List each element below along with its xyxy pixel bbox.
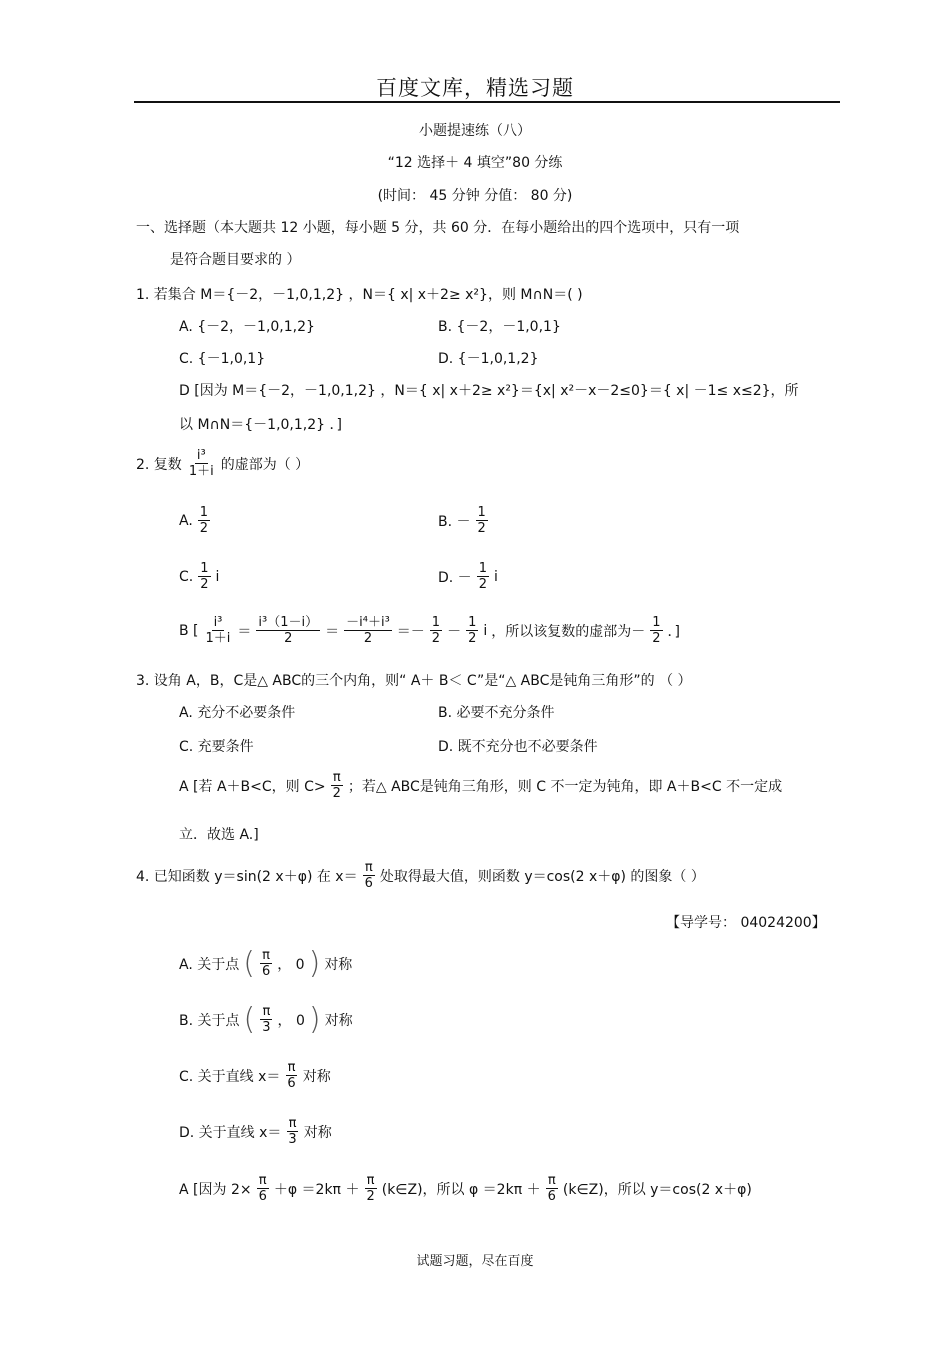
frac-den: 6 — [287, 1076, 296, 1091]
frac-num: π — [364, 860, 373, 875]
frac-den: 2 — [200, 577, 209, 592]
q2-option-d — [438, 561, 498, 592]
frac-den: 2 — [478, 577, 487, 592]
frac-den: 3 — [288, 1132, 297, 1147]
q3-answer-pre: A [若 A＋B<C，则 C> — [179, 778, 326, 795]
frac-num: －i⁴＋i³ — [346, 615, 390, 630]
q1-answer-line2: 以 M∩N＝{－1,0,1,2} ．] — [179, 417, 342, 433]
frac-num: i³ — [213, 615, 223, 630]
q2-answer-end: ．] — [667, 623, 680, 640]
q4-option-a-pre: A. 关于点 — [179, 956, 240, 973]
point-tail: ， 0 — [277, 956, 305, 973]
frac-den: 2 — [477, 521, 486, 536]
q2-option-a — [179, 505, 211, 536]
q4-answer-frac3 — [546, 1173, 558, 1204]
q2-option-c-label: C. — [179, 568, 194, 585]
paper-subtitle: “12 选择＋ 4 填空”80 分练 — [387, 155, 563, 171]
q1-stem: 1. 若集合 M＝{－2，－1,0,1,2} ，N＝{ x| x＋2≥ x²}，则 M∩N＝( ) — [136, 287, 583, 303]
frac-num: π — [258, 1173, 267, 1188]
frac-den: 2 — [284, 631, 293, 646]
frac-num: 1 — [477, 505, 486, 520]
equals-sign: ＝ — [325, 623, 340, 640]
frac-num: π — [332, 770, 341, 785]
frac-den: 1＋i — [205, 631, 231, 646]
frac-num: π — [288, 1116, 297, 1131]
frac-num: π — [262, 1004, 271, 1019]
frac-num: i³（1－i） — [258, 615, 319, 630]
q2-answer — [179, 615, 680, 646]
q4-answer-mid3: (k∈Z)，所以 y＝cos(2 x＋φ) — [562, 1181, 752, 1198]
q2-option-d-frac — [477, 561, 489, 592]
equals-sign: ＝ — [237, 623, 252, 640]
q4-answer-mid1: ＋φ ＝2kπ ＋ — [273, 1181, 360, 1198]
symmetric-label: 对称 — [302, 1068, 331, 1085]
q3-option-b: B. 必要不充分条件 — [438, 705, 555, 721]
frac-num: π — [262, 948, 270, 963]
footer-text: 试题习题，尽在百度 — [416, 1254, 534, 1269]
right-paren: ) — [308, 1001, 321, 1037]
q3-stem: 3. 设角 A，B，C是△ ABC的三个内角，则“ A＋ B＜ C”是“△ ABC是钝角三角形”的 （ ） — [136, 673, 692, 689]
frac-den: 6 — [547, 1189, 556, 1204]
frac-num: 1 — [199, 505, 209, 520]
symmetric-label: 对称 — [324, 1012, 353, 1029]
symmetric-label: 对称 — [324, 956, 353, 973]
q1-option-c: C. {－1,0,1} — [179, 351, 266, 367]
q4-stem-post: 处取得最大值，则函数 y＝cos(2 x＋φ) 的图象（ ） — [379, 868, 705, 885]
q4-option-d — [179, 1116, 332, 1147]
q2-answer-frac3 — [344, 615, 392, 646]
frac-num: 1 — [468, 615, 477, 630]
q2-stem-tail: 的虚部为（ ） — [220, 456, 310, 473]
frac-num: 1 — [431, 615, 441, 630]
q2-frac-num: i³ — [196, 448, 206, 463]
frac-den: 2 — [468, 631, 477, 646]
q4-option-b — [179, 1001, 353, 1037]
q2-answer-frac6 — [650, 615, 662, 646]
q3-answer-frac — [331, 770, 343, 801]
frac-den: 2 — [199, 521, 209, 536]
frac-num: π — [366, 1173, 375, 1188]
q4-option-c — [179, 1060, 331, 1091]
time-info: (时间： 45 分钟 分值： 80 分) — [377, 188, 573, 204]
frac-den: 3 — [262, 1020, 271, 1035]
q4-answer — [179, 1173, 752, 1204]
frac-den: 6 — [261, 964, 271, 979]
left-paren: ( — [243, 945, 255, 981]
section-heading-line1: 一、选择题（本大题共 12 小题，每小题 5 分，共 60 分．在每小题给出的四个选项中，只有一项 — [136, 220, 740, 236]
q4-option-b-pre: B. 关于点 — [179, 1012, 240, 1029]
frac-num: 1 — [478, 561, 487, 576]
q4-option-a — [179, 945, 353, 981]
q3-answer-line1 — [179, 770, 782, 801]
q2-answer-frac5 — [466, 615, 478, 646]
q2-answer-tail: ，所以该复数的虚部为－ — [491, 623, 646, 640]
q2-option-d-label: D. － — [438, 569, 472, 586]
symmetric-label: 对称 — [303, 1124, 332, 1141]
q2-option-a-frac — [198, 505, 210, 536]
header-rule — [134, 101, 840, 103]
q2-number: 2. 复数 — [136, 456, 182, 473]
q4-option-b-frac — [260, 1004, 272, 1035]
q2-option-b-label: B. － — [438, 513, 471, 530]
equals-minus: ＝－ — [396, 623, 425, 640]
q2-option-b — [438, 505, 489, 536]
q1-option-b: B. {－2，－1,0,1} — [438, 319, 561, 335]
frac-num: 1 — [652, 615, 661, 630]
frac-den: 2 — [366, 1189, 375, 1204]
left-paren: ( — [243, 1001, 256, 1037]
q4-option-c-pre: C. 关于直线 x＝ — [179, 1068, 281, 1085]
q1-option-a: A. {－2，－1,0,1,2} — [179, 319, 315, 335]
header-title: 百度文库，精选习题 — [376, 76, 574, 100]
q3-option-a: A. 充分不必要条件 — [179, 705, 296, 721]
q4-stem-pre: 4. 已知函数 y＝sin(2 x＋φ) 在 x＝ — [136, 868, 358, 885]
q2-answer-label: B [ — [179, 622, 199, 639]
q4-answer-mid2: (k∈Z)，所以 φ ＝2kπ ＋ — [381, 1181, 541, 1198]
minus-sign: － — [447, 623, 462, 640]
section-heading-line2: 是符合题目要求的 ） — [170, 252, 301, 268]
q4-stem-frac — [363, 860, 375, 891]
q2-answer-frac1 — [204, 615, 233, 646]
q2-option-c — [179, 561, 219, 592]
q4-option-d-pre: D. 关于直线 x＝ — [179, 1124, 282, 1141]
frac-num: π — [287, 1060, 296, 1075]
q1-option-d: D. {－1,0,1,2} — [438, 351, 539, 367]
q3-answer-post: ；若△ ABC是钝角三角形，则 C 不一定为钝角，即 A＋B<C 不一定成 — [347, 778, 783, 795]
q2-answer-frac4 — [430, 615, 442, 646]
q3-option-c: C. 充要条件 — [179, 739, 254, 755]
q4-option-c-frac — [285, 1060, 297, 1091]
q2-option-b-frac — [476, 505, 488, 536]
frac-num: π — [547, 1173, 556, 1188]
paper-title: 小题提速练（八） — [419, 123, 531, 139]
q2-stem — [136, 448, 309, 479]
right-paren: ) — [308, 945, 321, 981]
q4-answer-frac2 — [364, 1173, 376, 1204]
q4-answer-frac1 — [257, 1173, 269, 1204]
frac-den: 6 — [258, 1189, 267, 1204]
frac-den: 6 — [364, 876, 373, 891]
q4-option-a-frac — [260, 948, 272, 979]
imag-unit: i — [493, 568, 498, 585]
q2-frac-den: 1＋i — [188, 464, 214, 479]
q3-answer-line2: 立．故选 A.] — [179, 827, 259, 843]
q4-stem — [136, 860, 705, 891]
frac-den: 2 — [431, 631, 441, 646]
point-tail: ， 0 — [277, 1012, 305, 1029]
q2-option-c-frac — [198, 561, 210, 592]
q4-guide-number: 【导学号： 04024200】 — [666, 915, 826, 931]
q2-fraction — [187, 448, 216, 479]
imag-unit: i — [215, 568, 220, 585]
frac-den: 2 — [332, 786, 341, 801]
frac-den: 2 — [363, 631, 373, 646]
q4-answer-pre: A [因为 2× — [179, 1181, 252, 1198]
q1-answer-line1: D [因为 M＝{－2，－1,0,1,2} ，N＝{ x| x＋2≥ x²}＝{x| x²－x－2≤0}＝{ x| －1≤ x≤2}，所 — [179, 383, 799, 399]
frac-den: 2 — [652, 631, 661, 646]
q4-option-d-frac — [286, 1116, 298, 1147]
frac-num: 1 — [200, 561, 209, 576]
imag-unit: i — [483, 622, 488, 639]
q3-option-d: D. 既不充分也不必要条件 — [438, 739, 598, 755]
q2-answer-frac2 — [256, 615, 320, 646]
q2-option-a-label: A. — [179, 512, 193, 529]
